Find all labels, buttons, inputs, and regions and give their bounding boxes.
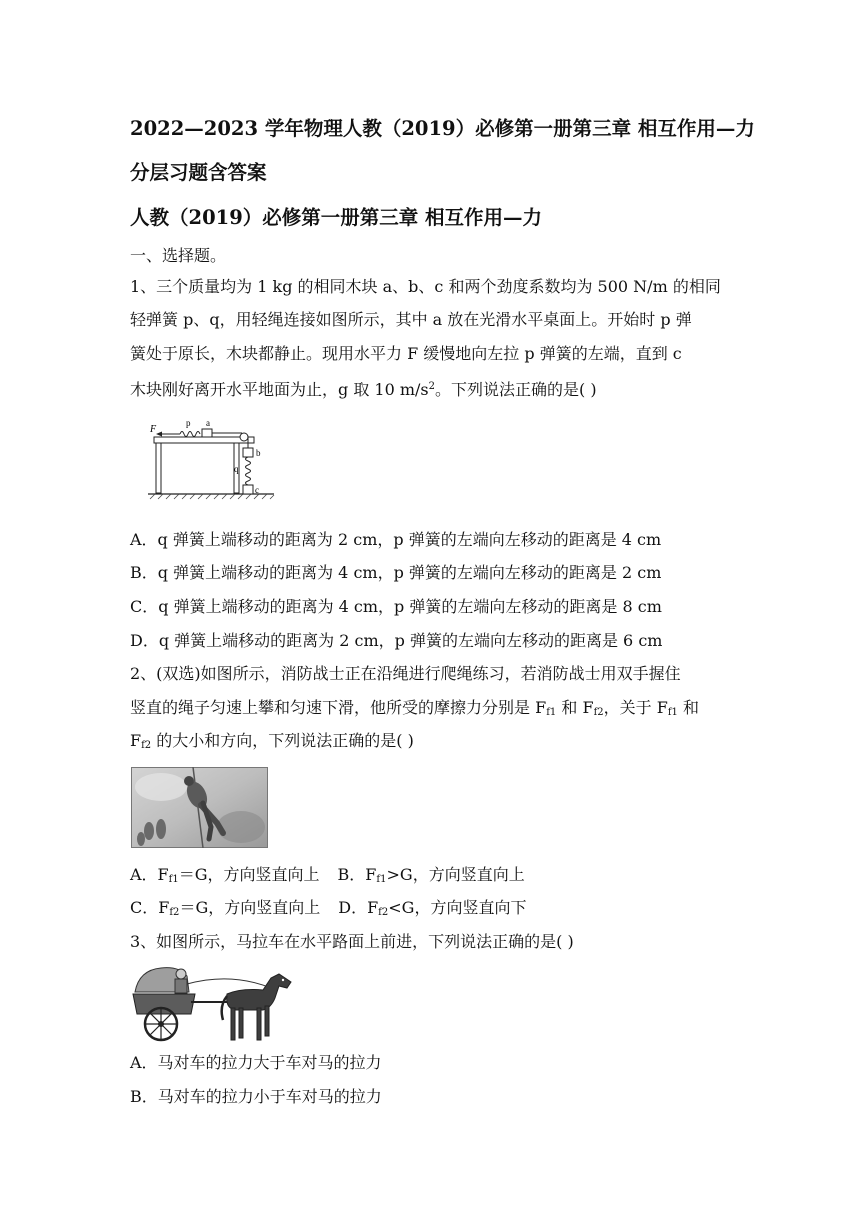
- block-a: [202, 429, 212, 437]
- q2-option-a: A．$F_{f1}=G$，方向竖直向上: [130, 865, 320, 885]
- q2-text-line2: [130, 697, 740, 724]
- q2-option-d: D．$F_{f2}<G$，方向竖直向下: [338, 898, 527, 918]
- q2-line2-sub3: f1: [667, 707, 678, 718]
- q1-option-c: C．q 弹簧上端移动的距离为 4 cm，p 弹簧的左端向左移动的距离是 8 cm: [130, 597, 662, 616]
- document-title-line1: 2022—2023 学年物理人教（2019）必修第一册第三章 相互作用—力: [130, 117, 755, 140]
- q1-spring-block-diagram: [146, 418, 276, 500]
- q2-options-row1: [130, 864, 740, 891]
- q2-line3-sub: f2: [141, 740, 152, 751]
- reins: [187, 979, 271, 988]
- cart-body: [133, 994, 195, 1014]
- q1-option-b: B．q 弹簧上端移动的距离为 4 cm，p 弹簧的左端向左移动的距离是 2 cm: [130, 563, 662, 582]
- q3-text-line1: 3、如图所示，马拉车在水平路面上前进，下列说法正确的是( ): [130, 932, 574, 951]
- q2-text-line1: 2、(双选)如图所示，消防战士正在沿绳进行爬绳练习，若消防战士用双手握住: [130, 664, 681, 683]
- q2-line2-part1: 竖直的绳子匀速上攀和匀速下滑，他所受的摩擦力分别是 F: [130, 698, 547, 717]
- driver-head: [176, 969, 186, 979]
- q1-text-line2: 轻弹簧 p、q，用轻绳连接如图所示，其中 a 放在光滑水平桌面上。开始时 p 弹: [130, 310, 692, 329]
- document-subtitle: 人教（2019）必修第一册第三章 相互作用—力: [130, 206, 543, 229]
- q1-text-line3: 簧处于原长，木块都静止。现用水平力 F 缓慢地向左拉 p 弹簧的左端，直到 c: [130, 344, 682, 363]
- q1-text-line4-end: 。下列说法正确的是( ): [435, 380, 597, 399]
- q2-firefighter-climbing-photo: [131, 767, 268, 848]
- q1-text-line1: 1、三个质量均为 1 kg 的相同木块 a、b、c 和两个劲度系数均为 500 N/m 的相同: [130, 277, 721, 296]
- label-b: b: [256, 448, 261, 458]
- q2-options-row2: [130, 897, 740, 924]
- q3-option-b: B．马对车的拉力小于车对马的拉力: [130, 1087, 382, 1106]
- driver-body: [175, 979, 187, 993]
- q1-text-line4-main: 木块刚好离开水平地面为止，g 取 10 m/s: [130, 380, 429, 399]
- pulley: [240, 433, 248, 441]
- table-leg-left: [156, 443, 161, 493]
- label-F: F: [150, 424, 157, 435]
- label-a: a: [206, 418, 210, 428]
- spring-p: [180, 432, 200, 437]
- horse: [222, 974, 291, 1040]
- spring-q: [246, 457, 251, 485]
- q1-text-line4: [130, 376, 740, 401]
- q2-line2-sub2: f2: [593, 707, 604, 718]
- q2-line3-part2: 的大小和方向，下列说法正确的是( ): [151, 731, 414, 750]
- block-c: [243, 485, 253, 494]
- q1-option-a: A．q 弹簧上端移动的距离为 2 cm，p 弹簧的左端向左移动的距离是 4 cm: [130, 530, 662, 549]
- q1-unit-exponent: 2: [428, 381, 436, 392]
- label-p: p: [186, 418, 191, 428]
- q3-horse-cart-illustration: [131, 962, 296, 1044]
- force-arrowhead: [156, 432, 162, 437]
- q1-option-d: D．q 弹簧上端移动的距离为 2 cm，p 弹簧的左端向左移动的距离是 6 cm: [130, 631, 663, 650]
- section-heading: 一、选择题。: [130, 246, 227, 265]
- q2-line2-part2: 和 F: [556, 698, 594, 717]
- q2-text-line3: [130, 730, 740, 757]
- q2-line2-part4: 和: [677, 698, 700, 717]
- block-b: [243, 448, 253, 457]
- document-title-line2: 分层习题含答案: [130, 161, 267, 184]
- q2-option-c: C．$F_{f2}=G$，方向竖直向上: [130, 898, 321, 918]
- label-q: q: [234, 464, 239, 474]
- q2-line2-sub1: f1: [546, 707, 557, 718]
- table-top: [154, 437, 254, 443]
- label-c: c: [255, 485, 259, 495]
- q3-option-a: A．马对车的拉力大于车对马的拉力: [130, 1053, 382, 1072]
- q2-line3-part1: F: [130, 731, 142, 750]
- q2-line2-part3: ，关于 F: [603, 698, 668, 717]
- q2-option-b: B．$F_{f1}>G$，方向竖直向上: [337, 865, 525, 885]
